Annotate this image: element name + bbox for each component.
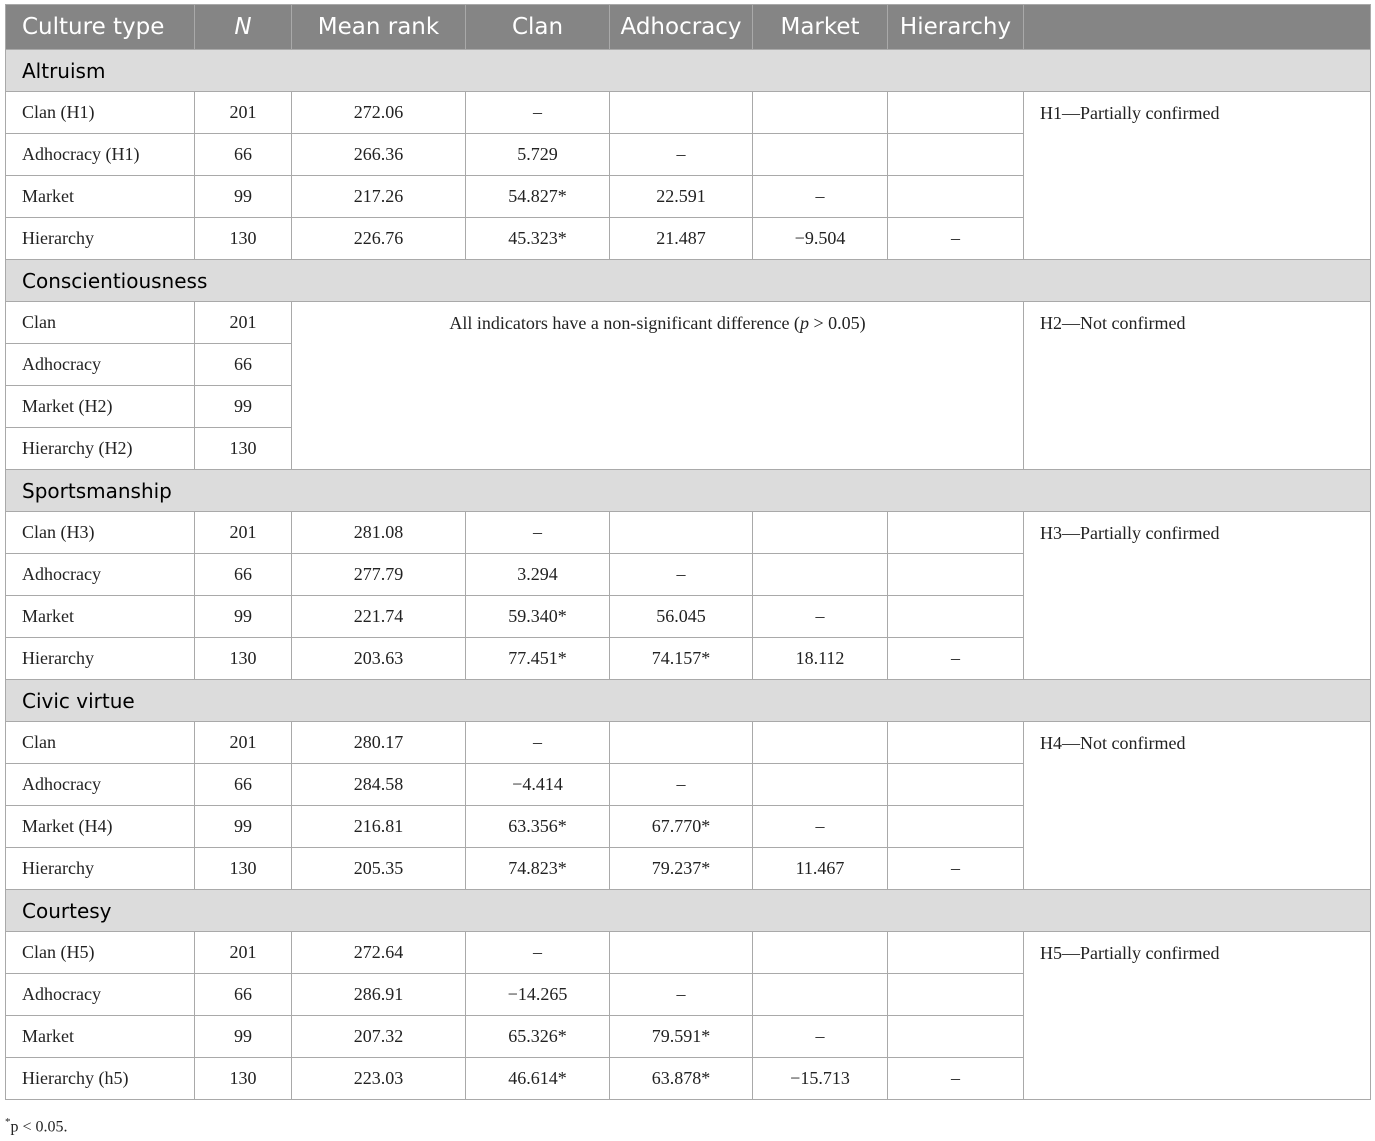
section-title: Sportsmanship: [6, 470, 1371, 512]
cell-market: [753, 512, 888, 554]
header-n: N: [195, 5, 292, 50]
cell-hierarchy: [888, 92, 1024, 134]
cell-hierarchy: [888, 596, 1024, 638]
cell-n: 130: [195, 1058, 292, 1100]
cell-clan: 5.729: [466, 134, 610, 176]
cell-mean-rank: 286.91: [292, 974, 466, 1016]
cell-market: [753, 974, 888, 1016]
cell-market: −15.713: [753, 1058, 888, 1100]
cell-adhocracy: [610, 92, 753, 134]
cell-clan: 45.323*: [466, 218, 610, 260]
hypothesis-result: H3—Partially confirmed: [1024, 512, 1371, 680]
cell-market: 11.467: [753, 848, 888, 890]
cell-mean-rank: 223.03: [292, 1058, 466, 1100]
cell-hierarchy: –: [888, 848, 1024, 890]
cell-hierarchy: [888, 806, 1024, 848]
cell-market: –: [753, 176, 888, 218]
cell-clan: 46.614*: [466, 1058, 610, 1100]
cell-n: 99: [195, 806, 292, 848]
note-p-variable: p: [799, 313, 809, 333]
cell-clan: 74.823*: [466, 848, 610, 890]
cell-clan: −4.414: [466, 764, 610, 806]
hypothesis-result: H4—Not confirmed: [1024, 722, 1371, 890]
cell-adhocracy: 79.237*: [610, 848, 753, 890]
section-courtesy: [6, 890, 1371, 1100]
cell-culture-type: Clan: [6, 722, 195, 764]
cell-culture-type: Hierarchy: [6, 638, 195, 680]
cell-mean-rank: 272.06: [292, 92, 466, 134]
table-footnote: [5, 1116, 68, 1136]
cell-culture-type: Hierarchy: [6, 218, 195, 260]
cell-clan: −14.265: [466, 974, 610, 1016]
header-market: Market: [753, 5, 888, 50]
cell-market: –: [753, 806, 888, 848]
cell-hierarchy: [888, 176, 1024, 218]
cell-culture-type: Adhocracy: [6, 974, 195, 1016]
hypothesis-result: H2—Not confirmed: [1024, 302, 1371, 470]
cell-clan: –: [466, 92, 610, 134]
section-title: Courtesy: [6, 890, 1371, 932]
cell-culture-type: Market: [6, 1016, 195, 1058]
cell-market: –: [753, 596, 888, 638]
cell-adhocracy: 79.591*: [610, 1016, 753, 1058]
cell-n: 99: [195, 386, 292, 428]
cell-hierarchy: –: [888, 1058, 1024, 1100]
cell-n: 201: [195, 722, 292, 764]
note-text-post: > 0.05): [808, 313, 866, 333]
cell-n: 99: [195, 1016, 292, 1058]
cell-mean-rank: 216.81: [292, 806, 466, 848]
cell-hierarchy: [888, 722, 1024, 764]
table-row: [6, 932, 1371, 974]
cell-market: [753, 92, 888, 134]
cell-n: 66: [195, 554, 292, 596]
cell-culture-type: Market (H4): [6, 806, 195, 848]
cell-adhocracy: 22.591: [610, 176, 753, 218]
cell-mean-rank: 280.17: [292, 722, 466, 764]
cell-adhocracy: –: [610, 134, 753, 176]
cell-adhocracy: 63.878*: [610, 1058, 753, 1100]
cell-hierarchy: –: [888, 638, 1024, 680]
cell-adhocracy: 67.770*: [610, 806, 753, 848]
cell-n: 130: [195, 218, 292, 260]
cell-culture-type: Hierarchy (H2): [6, 428, 195, 470]
cell-adhocracy: –: [610, 974, 753, 1016]
cell-clan: 54.827*: [466, 176, 610, 218]
cell-n: 201: [195, 92, 292, 134]
cell-clan: 77.451*: [466, 638, 610, 680]
cell-market: –: [753, 1016, 888, 1058]
cell-mean-rank: 226.76: [292, 218, 466, 260]
header-row: [6, 5, 1371, 50]
cell-mean-rank: 221.74: [292, 596, 466, 638]
header-culture-type: Culture type: [6, 5, 195, 50]
cell-market: −9.504: [753, 218, 888, 260]
cell-clan: 59.340*: [466, 596, 610, 638]
cell-market: 18.112: [753, 638, 888, 680]
section-title: Civic virtue: [6, 680, 1371, 722]
cell-n: 99: [195, 176, 292, 218]
cell-adhocracy: 74.157*: [610, 638, 753, 680]
header-adhocracy: Adhocracy: [610, 5, 753, 50]
cell-market: [753, 134, 888, 176]
table-row: [6, 512, 1371, 554]
section-title: Conscientiousness: [6, 260, 1371, 302]
cell-culture-type: Market: [6, 176, 195, 218]
cell-hierarchy: [888, 512, 1024, 554]
footnote-text: p < 0.05.: [10, 1118, 68, 1136]
cell-n: 130: [195, 428, 292, 470]
section-conscientiousness: [6, 260, 1371, 470]
section-altruism: [6, 50, 1371, 260]
cell-n: 99: [195, 596, 292, 638]
cell-market: [753, 932, 888, 974]
hypothesis-result: H1—Partially confirmed: [1024, 92, 1371, 260]
cell-culture-type: Clan: [6, 302, 195, 344]
cell-adhocracy: –: [610, 764, 753, 806]
cell-hierarchy: [888, 974, 1024, 1016]
cell-hierarchy: [888, 134, 1024, 176]
table-row: [6, 722, 1371, 764]
cell-n: 130: [195, 638, 292, 680]
section-sportsmanship: [6, 470, 1371, 680]
cell-mean-rank: 205.35: [292, 848, 466, 890]
cell-n: 66: [195, 344, 292, 386]
cell-mean-rank: 207.32: [292, 1016, 466, 1058]
cell-adhocracy: [610, 512, 753, 554]
cell-culture-type: Market (H2): [6, 386, 195, 428]
cell-culture-type: Clan (H5): [6, 932, 195, 974]
results-table: [5, 4, 1371, 1100]
cell-adhocracy: 56.045: [610, 596, 753, 638]
header-hierarchy: Hierarchy: [888, 5, 1024, 50]
note-text-pre: All indicators have a non-significant difference (: [449, 313, 800, 333]
cell-clan: –: [466, 512, 610, 554]
cell-clan: 3.294: [466, 554, 610, 596]
cell-mean-rank: 281.08: [292, 512, 466, 554]
cell-culture-type: Market: [6, 596, 195, 638]
cell-n: 201: [195, 302, 292, 344]
cell-n: 130: [195, 848, 292, 890]
cell-culture-type: Adhocracy: [6, 764, 195, 806]
cell-market: [753, 554, 888, 596]
cell-culture-type: Adhocracy (H1): [6, 134, 195, 176]
cell-adhocracy: [610, 932, 753, 974]
section-title: Altruism: [6, 50, 1371, 92]
cell-n: 66: [195, 974, 292, 1016]
cell-hierarchy: [888, 1016, 1024, 1058]
cell-mean-rank: 203.63: [292, 638, 466, 680]
cell-mean-rank: 272.64: [292, 932, 466, 974]
cell-mean-rank: 266.36: [292, 134, 466, 176]
header-mean-rank: Mean rank: [292, 5, 466, 50]
cell-hierarchy: [888, 764, 1024, 806]
table-row: [6, 302, 1371, 344]
cell-mean-rank: 217.26: [292, 176, 466, 218]
cell-adhocracy: –: [610, 554, 753, 596]
cell-n: 201: [195, 512, 292, 554]
cell-culture-type: Hierarchy (h5): [6, 1058, 195, 1100]
footnote-mark: *: [5, 1116, 11, 1128]
cell-culture-type: Clan (H3): [6, 512, 195, 554]
cell-clan: –: [466, 932, 610, 974]
cell-n: 201: [195, 932, 292, 974]
cell-clan: –: [466, 722, 610, 764]
section-civic-virtue: [6, 680, 1371, 890]
cell-hierarchy: –: [888, 218, 1024, 260]
cell-culture-type: Clan (H1): [6, 92, 195, 134]
cell-mean-rank: 277.79: [292, 554, 466, 596]
cell-adhocracy: [610, 722, 753, 764]
cell-clan: 65.326*: [466, 1016, 610, 1058]
hypothesis-result: H5—Partially confirmed: [1024, 932, 1371, 1100]
cell-market: [753, 764, 888, 806]
cell-market: [753, 722, 888, 764]
cell-culture-type: Adhocracy: [6, 344, 195, 386]
cell-n: 66: [195, 764, 292, 806]
header-result: [1024, 5, 1371, 50]
cell-hierarchy: [888, 554, 1024, 596]
cell-culture-type: Adhocracy: [6, 554, 195, 596]
cell-culture-type: Hierarchy: [6, 848, 195, 890]
cell-mean-rank: 284.58: [292, 764, 466, 806]
table-row: [6, 92, 1371, 134]
cell-adhocracy: 21.487: [610, 218, 753, 260]
header-clan: Clan: [466, 5, 610, 50]
non-significant-note: [292, 302, 1024, 470]
cell-n: 66: [195, 134, 292, 176]
cell-hierarchy: [888, 932, 1024, 974]
cell-clan: 63.356*: [466, 806, 610, 848]
